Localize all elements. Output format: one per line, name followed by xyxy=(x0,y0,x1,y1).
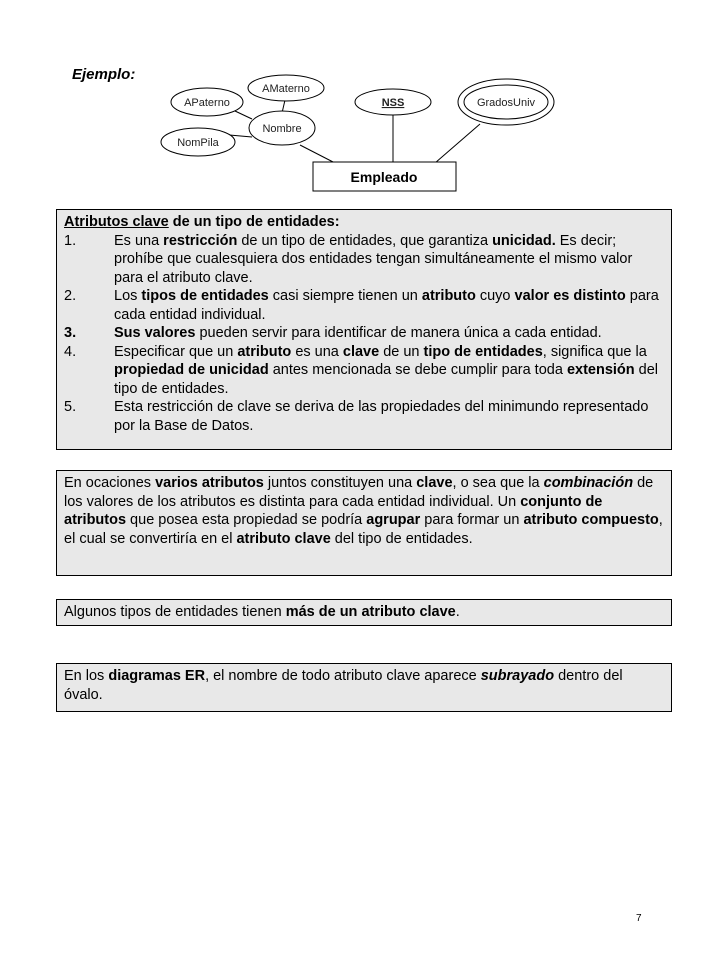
text: del tipo de entidades. xyxy=(330,530,473,547)
bold-text: atributo compuesto xyxy=(523,512,659,528)
attr-label-gradosuniv: GradosUniv xyxy=(476,97,536,109)
heading-rest: de un tipo de entidades: xyxy=(168,214,340,230)
text: , significa que la xyxy=(542,343,647,360)
list-item xyxy=(64,398,664,435)
attr-label-nss: NSS xyxy=(381,97,405,109)
bold-text: valor es distinto xyxy=(514,288,626,304)
key-attributes-heading xyxy=(64,213,664,232)
bold-text: atributo xyxy=(421,288,476,304)
list-item xyxy=(64,232,664,288)
bold-text: tipos de entidades xyxy=(141,288,269,304)
item-number: 1. xyxy=(64,232,77,249)
attr-label-nompila: NomPila xyxy=(177,137,219,149)
bold-text: agrupar xyxy=(366,512,421,528)
item-number: 2. xyxy=(64,288,77,304)
bold-text: más de un atributo clave xyxy=(285,604,456,620)
multiple-keys-paragraph xyxy=(64,603,664,622)
text: casi siempre tienen un xyxy=(268,288,422,304)
text: , o sea que la xyxy=(452,475,544,491)
line-apaterno-nombre xyxy=(235,111,252,119)
bold-text: diagramas ER xyxy=(108,668,206,684)
line-nombre-entity xyxy=(300,145,335,163)
text: , el nombre de todo atributo clave aparece xyxy=(205,668,481,684)
text: que posea esta propiedad se podría xyxy=(126,512,367,528)
text: En ocaciones xyxy=(64,475,156,491)
text: Algunos tipos de entidades tienen xyxy=(64,604,286,620)
bold-text: tipo de entidades xyxy=(423,343,543,360)
bold-text: clave xyxy=(416,475,453,491)
bold-text: clave xyxy=(342,343,380,360)
text: dentro del óvalo. xyxy=(64,668,623,703)
example-label: Ejemplo: xyxy=(72,66,136,83)
text: de un tipo de entidades, que garantiza xyxy=(237,232,493,249)
item-number: 4. xyxy=(64,343,77,360)
attr-label-nombre: Nombre xyxy=(262,123,302,135)
bold-text: atributo xyxy=(237,343,292,360)
bold-italic-text: combinación xyxy=(543,475,634,491)
text: para formar un xyxy=(420,512,524,528)
entity-label: Empleado xyxy=(350,169,418,185)
text: juntos constituyen una xyxy=(263,475,417,491)
bold-text: atributo clave xyxy=(236,530,331,547)
text: del tipo de entidades. xyxy=(114,362,659,397)
heading-key-term: Atributos clave xyxy=(64,214,169,230)
text: antes mencionada se debe cumplir para toda xyxy=(268,362,567,378)
bold-text: unicidad. xyxy=(492,232,556,249)
text: para cada entidad individual. xyxy=(114,288,659,323)
list-item xyxy=(64,343,664,399)
text: Esta restricción de clave se deriva de las propiedades del minimundo representado por la Base de Datos. xyxy=(114,399,649,434)
composite-key-box xyxy=(56,470,672,576)
bold-italic-text: subrayado xyxy=(480,668,555,684)
er-diagram xyxy=(0,0,720,200)
er-diagram-note-box xyxy=(56,663,672,712)
text: Especificar que un xyxy=(114,343,238,360)
list-item xyxy=(64,324,664,343)
attr-label-apaterno: APaterno xyxy=(184,97,230,109)
list-item xyxy=(64,287,664,324)
item-number: 5. xyxy=(64,399,77,415)
er-note-paragraph xyxy=(64,667,664,704)
item-number: 3. xyxy=(64,325,77,341)
page-number: 7 xyxy=(636,913,642,924)
text: de un xyxy=(379,343,424,360)
text: , el cual se convertiría en el xyxy=(64,512,663,547)
text: cuyo xyxy=(475,288,515,304)
text: . xyxy=(455,604,460,620)
composite-key-paragraph xyxy=(64,474,664,548)
line-grados-entity xyxy=(435,124,480,163)
bold-text: varios atributos xyxy=(155,475,264,491)
text: En los xyxy=(64,668,109,684)
key-attributes-box xyxy=(56,209,672,450)
text: Los xyxy=(114,288,142,304)
multiple-keys-box xyxy=(56,599,672,626)
text: Es una xyxy=(114,232,164,249)
bold-text: conjunto de atributos xyxy=(64,493,603,528)
key-attributes-list xyxy=(64,232,664,436)
text: Es decir; prohíbe que cualesquiera dos entidades tengan simultáneamente el mismo valor para el atributo clave. xyxy=(114,232,633,286)
text: pueden servir para identificar de manera única a cada entidad. xyxy=(195,325,602,341)
attr-label-amaterno: AMaterno xyxy=(262,83,310,95)
bold-text: Sus valores xyxy=(114,325,196,341)
bold-text: restricción xyxy=(163,232,238,249)
bold-text: extensión xyxy=(566,362,635,378)
bold-text: propiedad de unicidad xyxy=(114,362,269,378)
text: de los valores de los atributos es distinta para cada entidad individual. Un xyxy=(64,475,654,510)
text: es una xyxy=(291,343,343,360)
